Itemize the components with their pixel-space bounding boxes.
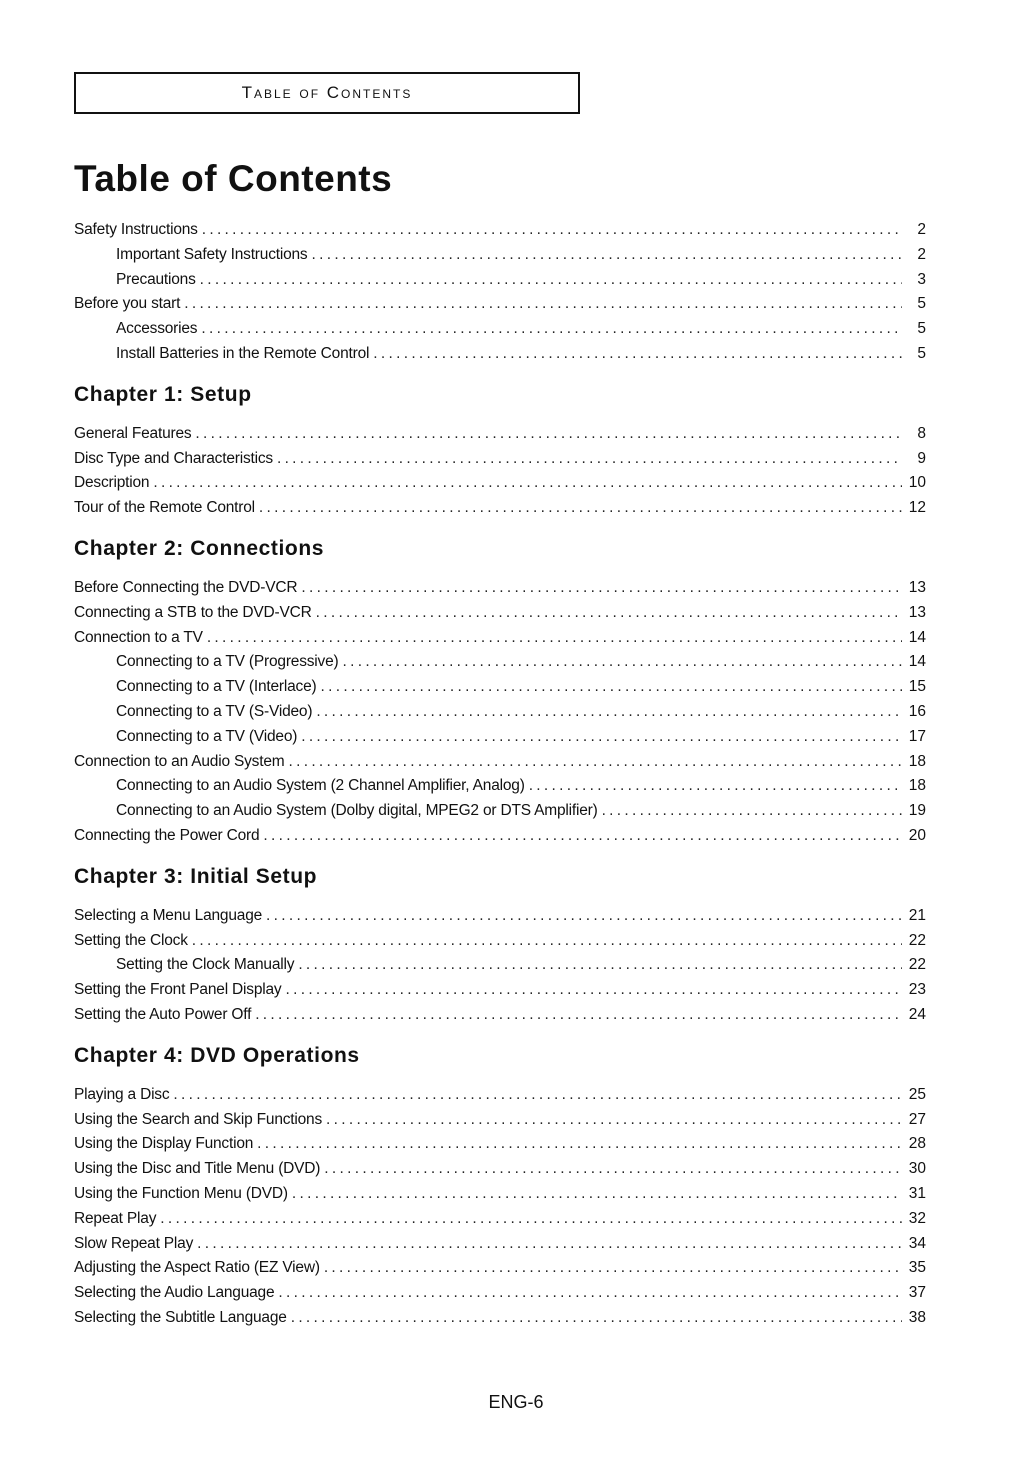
toc-entry-label: Connection to an Audio System <box>74 752 285 770</box>
toc-entry-page: 34 <box>908 1234 926 1252</box>
toc-entry-label: Using the Disc and Title Menu (DVD) <box>74 1160 321 1178</box>
toc-entry-label: Connecting a STB to the DVD-VCR <box>74 603 312 621</box>
toc-entry-connecting-to-a-tv-progressive[interactable] <box>74 650 926 675</box>
toc-entry-label: Using the Display Function <box>74 1135 254 1153</box>
toc-entry-disc-type-and-characteristics[interactable] <box>74 447 926 472</box>
dot-leader <box>342 650 902 675</box>
toc-entry-label: Selecting a Menu Language <box>74 906 263 924</box>
toc-entry-label: Connection to a TV <box>74 628 203 646</box>
toc-entry-before-connecting-the-dvd-vcr[interactable] <box>74 576 926 601</box>
toc-entry-connection-to-a-tv[interactable] <box>74 626 926 651</box>
dot-leader <box>602 799 902 824</box>
toc-entry-label: Connecting to an Audio System (2 Channel Amplifier, Analog) <box>116 777 525 795</box>
toc-entry-page: 18 <box>908 752 926 770</box>
toc-entry-page: 28 <box>908 1135 926 1153</box>
toc-entry-using-the-disc-and-title-menu-dvd[interactable] <box>74 1157 926 1182</box>
toc-entry-setting-the-clock[interactable] <box>74 929 926 954</box>
toc-entry-page: 20 <box>908 826 926 844</box>
toc-entry-page: 2 <box>917 221 926 238</box>
toc-entry-page: 15 <box>908 678 926 696</box>
toc-entry-label: Important Safety Instructions <box>116 245 308 263</box>
dot-leader <box>197 1232 902 1257</box>
toc-entry-page: 9 <box>917 449 926 467</box>
toc-entry-label: Connecting to a TV (S-Video) <box>116 702 313 720</box>
toc-entry-page: 2 <box>917 245 926 263</box>
toc-entry-general-features[interactable] <box>74 422 926 447</box>
toc-entry-selecting-the-subtitle-language[interactable] <box>74 1306 926 1331</box>
toc-entry-label: Setting the Front Panel Display <box>74 981 282 999</box>
dot-leader <box>201 317 902 342</box>
toc-entry-using-the-search-and-skip-functions[interactable] <box>74 1108 926 1133</box>
toc-entry-page: 35 <box>908 1259 926 1277</box>
toc-entry-setting-the-clock-manually[interactable] <box>74 953 926 978</box>
section-header-box <box>74 72 580 114</box>
toc-entry-page: 19 <box>908 802 926 820</box>
toc-entry-selecting-the-audio-language[interactable] <box>74 1281 926 1306</box>
toc-entry-page: 22 <box>908 956 926 974</box>
toc-entry-label: Precautions <box>116 270 196 288</box>
toc-entry-connecting-to-a-tv-video[interactable] <box>74 725 926 750</box>
toc-entry-label: Safety Instructions <box>74 221 198 238</box>
toc-entry-label: Accessories <box>116 320 198 338</box>
dot-leader <box>316 601 902 626</box>
toc-entry-label: Tour of the Remote Control <box>74 499 255 517</box>
toc-entry-page: 24 <box>908 1005 926 1023</box>
toc-entry-label: Description <box>74 474 150 492</box>
toc-entry-label: Selecting the Subtitle Language <box>74 1308 287 1326</box>
toc-entry-page: 31 <box>908 1184 926 1202</box>
dot-leader <box>301 576 902 601</box>
dot-leader <box>257 1132 902 1157</box>
toc-entry-playing-a-disc[interactable] <box>74 1083 926 1108</box>
toc-entry-label: Playing a Disc <box>74 1085 170 1103</box>
chapter-heading-1: Chapter 1: Setup <box>74 382 252 406</box>
toc-entry-page: 25 <box>908 1085 926 1103</box>
toc-entry-connecting-to-a-tv-s-video[interactable] <box>74 700 926 725</box>
toc-entry-page: 38 <box>908 1308 926 1326</box>
toc-entry-connecting-a-stb-to-the-dvd-vcr[interactable] <box>74 601 926 626</box>
toc-entry-using-the-function-menu-dvd[interactable] <box>74 1182 926 1207</box>
toc-entry-selecting-a-menu-language[interactable] <box>74 904 926 929</box>
toc-entry-connecting-to-an-audio-system-2-channel-amplifier-analog[interactable] <box>74 774 926 799</box>
toc-entry-page: 3 <box>917 270 926 288</box>
toc-entry-label: General Features <box>74 424 192 442</box>
dot-leader <box>321 675 903 700</box>
toc-entry-setting-the-front-panel-display[interactable] <box>74 978 926 1003</box>
toc-entry-label: Setting the Clock Manually <box>116 956 295 974</box>
toc-entry-page: 30 <box>908 1160 926 1178</box>
toc-entry-label: Connecting the Power Cord <box>74 826 260 844</box>
dot-leader <box>259 496 902 521</box>
page-number: ENG-6 <box>488 1392 544 1412</box>
toc-entry-label: Setting the Auto Power Off <box>74 1005 252 1023</box>
dot-leader <box>200 268 902 293</box>
toc-entry-connecting-to-an-audio-system-dolby-digital-mpeg2-or-dts-amplifier[interactable] <box>74 799 926 824</box>
chapter-heading-2: Chapter 2: Connections <box>74 536 325 560</box>
dot-leader <box>184 292 902 317</box>
dot-leader <box>160 1207 902 1232</box>
dot-leader <box>312 243 903 268</box>
toc-entry-page: 14 <box>908 628 926 646</box>
dot-leader <box>301 725 902 750</box>
toc-entry-page: 14 <box>908 653 926 671</box>
toc-entry-connecting-the-power-cord[interactable] <box>74 824 926 849</box>
toc-entry-tour-of-the-remote-control[interactable] <box>74 496 926 521</box>
toc-entry-label: Install Batteries in the Remote Control <box>116 344 370 362</box>
toc-entry-label: Using the Function Menu (DVD) <box>74 1184 288 1202</box>
toc-entry-label: Using the Search and Skip Functions <box>74 1110 323 1128</box>
toc-entry-page: 21 <box>908 906 926 924</box>
dot-leader <box>153 471 902 496</box>
toc-entry-page: 5 <box>917 344 926 362</box>
dot-leader <box>278 1281 902 1306</box>
toc-entry-slow-repeat-play[interactable] <box>74 1232 926 1257</box>
toc-entry-page: 13 <box>908 603 926 621</box>
toc-entry-page: 16 <box>908 702 926 720</box>
dot-leader <box>192 929 902 954</box>
toc-entry-page: 13 <box>908 578 926 596</box>
dot-leader <box>373 342 902 367</box>
toc-entry-page: 27 <box>908 1110 926 1128</box>
toc-entry-page: 22 <box>908 931 926 949</box>
chapter-heading-3: Chapter 3: Initial Setup <box>74 864 318 888</box>
toc-entry-page: 12 <box>908 499 926 517</box>
toc-entry-page: 5 <box>917 320 926 338</box>
dot-leader <box>277 447 902 472</box>
toc-entry-safety-instructions[interactable] <box>74 218 926 243</box>
toc-entry-using-the-display-function[interactable] <box>74 1132 926 1157</box>
toc-entry-label: Slow Repeat Play <box>74 1234 194 1252</box>
toc-entry-page: 32 <box>908 1209 926 1227</box>
dot-leader <box>292 1182 902 1207</box>
dot-leader <box>316 700 902 725</box>
dot-leader <box>324 1157 902 1182</box>
toc-entry-page: 37 <box>908 1284 926 1302</box>
toc-entry-page: 8 <box>917 424 926 442</box>
dot-leader <box>255 1003 902 1028</box>
toc-entry-label: Disc Type and Characteristics <box>74 449 273 467</box>
toc-entry-page: 23 <box>908 981 926 999</box>
dot-leader <box>202 218 902 243</box>
toc-entry-label: Connecting to a TV (Video) <box>116 727 298 745</box>
toc-entry-description[interactable] <box>74 471 926 496</box>
dot-leader <box>263 824 902 849</box>
dot-leader <box>285 978 902 1003</box>
toc-entry-label: Connecting to a TV (Interlace) <box>116 678 317 696</box>
dot-leader <box>298 953 902 978</box>
dot-leader <box>173 1083 902 1108</box>
dot-leader <box>266 904 902 929</box>
dot-leader <box>291 1306 902 1331</box>
dot-leader <box>324 1256 902 1281</box>
toc-entry-before-you-start[interactable] <box>74 292 926 317</box>
toc-entry-label: Repeat Play <box>74 1209 157 1227</box>
dot-leader <box>326 1108 902 1133</box>
section-header-label: Table of Contents <box>241 83 413 102</box>
dot-leader <box>195 422 902 447</box>
dot-leader <box>288 750 902 775</box>
dot-leader <box>529 774 902 799</box>
toc-entry-precautions[interactable] <box>74 268 926 293</box>
toc-entry-page: 10 <box>908 474 926 492</box>
page-title: Table of Contents <box>74 158 393 199</box>
toc-entry-page: 18 <box>908 777 926 795</box>
toc-entry-label: Adjusting the Aspect Ratio (EZ View) <box>74 1259 320 1277</box>
table-of-contents <box>74 218 926 1331</box>
toc-entry-label: Before you start <box>74 295 181 313</box>
toc-entry-adjusting-the-aspect-ratio-ez-view[interactable] <box>74 1256 926 1281</box>
toc-entry-connection-to-an-audio-system[interactable] <box>74 750 926 775</box>
toc-entry-accessories[interactable] <box>74 317 926 342</box>
dot-leader <box>207 626 902 651</box>
toc-entry-page: 17 <box>908 727 926 745</box>
toc-entry-repeat-play[interactable] <box>74 1207 926 1232</box>
toc-entry-label: Before Connecting the DVD-VCR <box>74 578 298 596</box>
toc-entry-page: 5 <box>917 295 926 313</box>
toc-entry-label: Setting the Clock <box>74 931 188 949</box>
toc-entry-setting-the-auto-power-off[interactable] <box>74 1003 926 1028</box>
toc-entry-label: Connecting to a TV (Progressive) <box>116 653 339 671</box>
toc-entry-install-batteries-in-the-remote-control[interactable] <box>74 342 926 367</box>
toc-entry-connecting-to-a-tv-interlace[interactable] <box>74 675 926 700</box>
toc-entry-label: Selecting the Audio Language <box>74 1284 275 1302</box>
toc-entry-label: Connecting to an Audio System (Dolby digital, MPEG2 or DTS Amplifier) <box>116 802 598 820</box>
toc-entry-important-safety-instructions[interactable] <box>74 243 926 268</box>
chapter-heading-4: Chapter 4: DVD Operations <box>74 1043 360 1067</box>
